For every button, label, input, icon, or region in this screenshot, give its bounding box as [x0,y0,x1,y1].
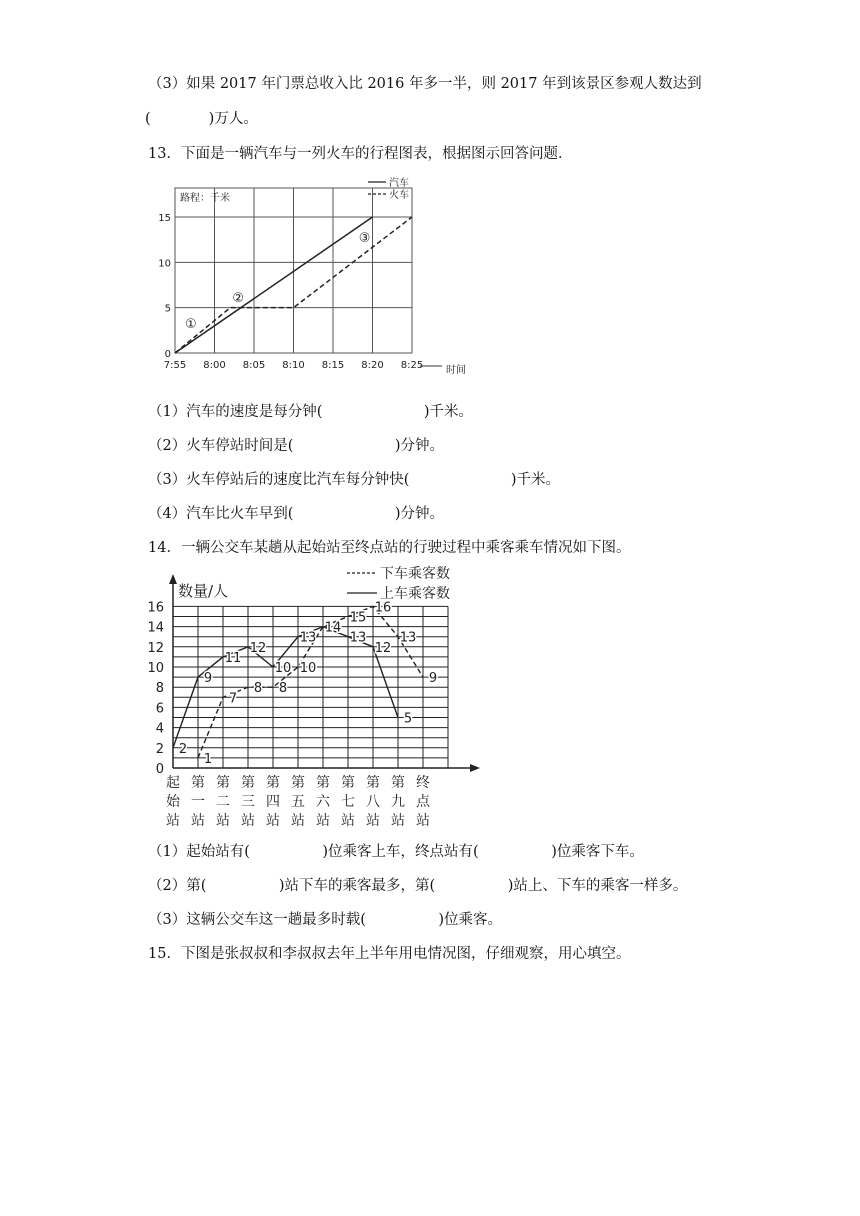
x-tick-label: 第七站 [341,775,355,829]
q14-question-3: （3）这辆公交车这一趟最多时载( )位乘客。 [148,912,503,928]
y-tick-label: 15 [158,213,171,224]
data-label: 1 [203,751,213,767]
y-axis-label: 数量/人 [178,582,229,600]
data-label: 13 [399,630,417,646]
y-axis-arrow [169,574,177,584]
annotation-label: ① [184,317,197,333]
x-tick-label: 7:55 [163,360,187,371]
x-tick-label: 第二站 [216,775,230,829]
annotation-label: ③ [358,230,371,246]
x-axis-label: 时间 [446,365,466,376]
annotation-label: ② [232,290,245,306]
q15-title: 15．下图是张叔叔和李叔叔去年上半年用电情况图，仔细观察，用心填空。 [148,946,631,962]
data-label: 15 [349,610,367,626]
y-axis-label: 路程：千米 [180,193,230,204]
y-tick-label: 4 [155,721,164,737]
legend-label: 汽车 [389,178,409,189]
q12-3-line2: ( )万人。 [145,111,258,127]
data-label: 8 [278,681,288,697]
x-tick-label: 第一站 [191,775,205,829]
series-line-alighting [198,606,423,758]
q13-question-3: （3）火车停站后的速度比汽车每分钟快( )千米。 [148,472,561,488]
y-tick-label: 2 [155,741,164,757]
x-tick-label: 第八站 [366,775,380,829]
x-tick-label: 8:05 [242,360,266,371]
y-tick-label: 10 [147,661,164,676]
data-label: 8 [253,681,263,697]
passenger-chart [140,560,490,830]
q14-question-1: （1）起始站有( )位乘客上车，终点站有( )位乘客下车。 [148,844,644,860]
x-tick-label: 8:15 [321,360,345,371]
x-tick-label: 第五站 [291,775,305,829]
data-label: 9 [428,671,438,687]
data-label: 7 [228,691,238,707]
x-tick-label: 第三站 [241,775,255,829]
x-tick-label: 8:25 [400,360,424,371]
data-label: 9 [203,671,213,687]
q13-question-2: （2）火车停站时间是( )分钟。 [148,438,445,454]
y-tick-label: 5 [164,303,171,315]
q14-question-2: （2）第( )站下车的乘客最多，第( )站上、下车的乘客一样多。 [148,878,688,894]
x-tick-label: 第九站 [391,775,405,829]
x-tick-label: 终点站 [416,775,430,829]
data-label: 13 [299,630,317,646]
travel-chart [140,174,480,380]
legend-label: 火车 [389,190,409,201]
data-label: 14 [324,620,342,636]
x-axis-arrow [470,764,480,772]
data-label: 12 [249,640,267,656]
data-label: 11 [224,650,242,666]
data-label: 13 [349,630,367,646]
data-label: 16 [374,600,392,616]
x-tick-label: 8:00 [203,360,226,371]
q13-question-4: （4）汽车比火车早到( )分钟。 [148,506,445,522]
q14-title: 14．一辆公交车某趟从起始站至终点站的行驶过程中乘客乘车情况如下图。 [148,540,631,556]
x-tick-label: 起始站 [166,775,180,829]
x-tick-label: 第四站 [266,775,280,829]
data-label: 10 [299,661,317,676]
data-label: 12 [374,640,392,656]
y-tick-label: 0 [155,762,164,777]
data-label: 2 [178,741,188,757]
y-tick-label: 12 [147,640,164,656]
y-tick-label: 6 [155,701,164,717]
series-line-car [175,217,373,353]
y-tick-label: 10 [158,258,171,270]
data-label: 10 [274,661,292,676]
x-tick-label: 第六站 [316,775,330,829]
y-tick-label: 14 [147,620,164,636]
legend-label: 下车乘客数 [380,566,450,582]
y-tick-label: 16 [147,600,164,616]
y-tick-label: 8 [155,681,164,697]
q13-question-1: （1）汽车的速度是每分钟( )千米。 [148,404,474,420]
y-tick-label: 0 [164,349,171,360]
q12-3-line1: （3）如果 2017 年门票总收入比 2016 年多一半，则 2017 年到该景区参观人数达到 [148,76,702,92]
q13-title: 13．下面是一辆汽车与一列火车的行程图表，根据图示回答问题． [148,146,573,162]
x-tick-label: 8:10 [282,360,305,371]
data-label: 5 [403,711,413,727]
legend-label: 上车乘客数 [380,586,450,602]
x-tick-label: 8:20 [361,360,384,371]
